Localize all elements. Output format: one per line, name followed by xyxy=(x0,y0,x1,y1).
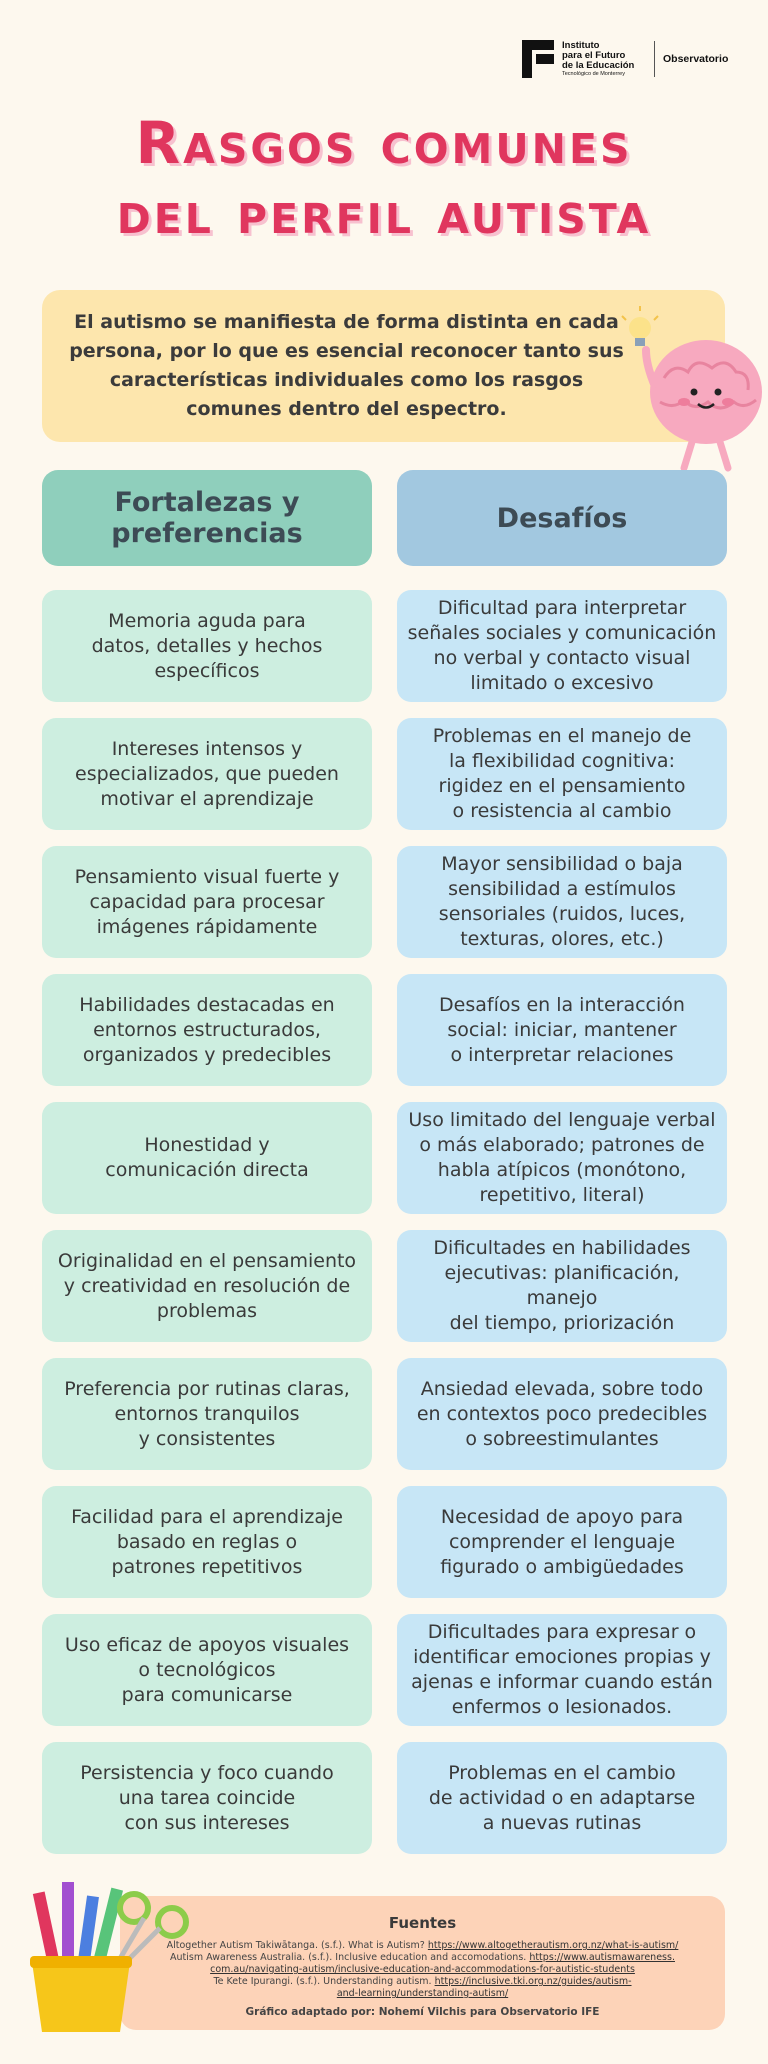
challenge-card xyxy=(397,1742,727,1854)
challenge-text: Uso limitado del lenguaje verbal o más elaborado; patrones de habla atípicos (monótono, repetitivo, literal) xyxy=(408,1109,716,1206)
logo-line: de la Educación xyxy=(562,59,635,71)
strength-text: Preferencia por rutinas claras, entornos tranquilos y consistentes xyxy=(64,1377,350,1450)
challenge-card xyxy=(397,1102,727,1214)
strength-card xyxy=(42,590,372,702)
institution-logo xyxy=(522,38,732,80)
challenge-text: Desafíos en la interacción social: iniciar, mantener o interpretar relaciones xyxy=(439,993,685,1066)
challenge-card xyxy=(397,846,727,958)
challenge-text: Dificultades para expresar o identificar emociones propias y ajenas e informar cuando están enfermos o lesionados. xyxy=(411,1621,713,1718)
source-link[interactable]: https://www.autismawareness. xyxy=(529,1952,675,1963)
logo-text xyxy=(562,41,646,78)
source-item-cont xyxy=(120,1964,725,1976)
challenge-text: Necesidad de apoyo para comprender el lenguaje figurado o ambigüedades xyxy=(440,1505,684,1578)
sources-title: Fuentes xyxy=(388,1914,457,1932)
lightbulb-icon xyxy=(622,306,658,346)
strength-card xyxy=(42,1230,372,1342)
strength-card xyxy=(42,718,372,830)
source-item xyxy=(120,1976,725,1988)
scissors-icon xyxy=(118,1894,186,1966)
strength-text: Habilidades destacadas en entornos estructurados, organizados y predecibles xyxy=(79,993,335,1066)
source-link[interactable]: https://inclusive.tki.org.nz/guides/autism- xyxy=(434,1976,632,1987)
strength-card xyxy=(42,1102,372,1214)
brain-mascot-icon xyxy=(612,300,768,480)
strength-text: Persistencia y foco cuando una tarea coincide con sus intereses xyxy=(80,1761,334,1834)
strength-card xyxy=(42,1358,372,1470)
strength-card xyxy=(42,846,372,958)
source-text: Te Kete Ipurangi. (s.f.). Understanding autism. xyxy=(213,1976,435,1987)
strength-text: Uso eficaz de apoyos visuales o tecnológicos para comunicarse xyxy=(64,1633,350,1706)
challenge-card xyxy=(397,1230,727,1342)
logo-divider xyxy=(654,41,655,77)
crayon-icon xyxy=(33,1882,123,1967)
challenge-text: Ansiedad elevada, sobre todo en contextos poco predecibles o sobreestimulantes xyxy=(416,1377,708,1450)
challenge-card xyxy=(397,1358,727,1470)
source-link[interactable]: https://www.altogetherautism.org.nz/what-is-autism/ xyxy=(427,1940,679,1951)
strength-text: Pensamiento visual fuerte y capacidad para procesar imágenes rápidamente xyxy=(74,865,340,938)
challenge-card xyxy=(397,590,727,702)
source-item xyxy=(120,1940,725,1952)
challenge-card xyxy=(397,718,727,830)
title-line-1: Rasgos comunes xyxy=(135,109,633,177)
strength-card xyxy=(42,1614,372,1726)
source-item-cont xyxy=(120,1988,725,2000)
source-link[interactable]: com.au/navigating-autism/inclusive-education-and-accommodations-for-autistic-students xyxy=(210,1964,635,1975)
title-line-2: del perfil autista xyxy=(116,179,652,247)
strength-card xyxy=(42,974,372,1086)
strength-card xyxy=(42,1742,372,1854)
challenge-card xyxy=(397,1486,727,1598)
sources-box xyxy=(120,1896,725,2030)
source-text: Altogether Autism Takiwātanga. (s.f.). What is Autism? xyxy=(166,1940,428,1951)
page-title xyxy=(0,108,768,248)
challenge-text: Problemas en el cambio de actividad o en adaptarse a nuevas rutinas xyxy=(428,1761,696,1834)
pencil-cup-icon xyxy=(32,1962,130,2032)
challenge-text: Mayor sensibilidad o baja sensibilidad a estímulos sensoriales (ruidos, luces, texturas, olores, etc.) xyxy=(438,853,686,950)
logo-line: Tecnológico de Monterrey xyxy=(562,70,625,77)
strengths-column-header: Fortalezas y preferencias xyxy=(42,470,372,566)
school-supplies-icon xyxy=(22,1862,202,2042)
strength-card xyxy=(42,1486,372,1598)
challenge-card xyxy=(397,1614,727,1726)
intro-text: El autismo se manifiesta de forma distinta en cada persona, por lo que es esencial reconocer tanto sus características individuales como los rasgos comunes dentro del espectro. xyxy=(69,311,624,420)
ife-logo-icon xyxy=(522,40,554,78)
credit-line: Gráfico adaptado por: Nohemí Vilchis para Observatorio IFE xyxy=(245,2006,600,2018)
strength-text: Intereses intensos y especializados, que pueden motivar el aprendizaje xyxy=(75,737,339,810)
strength-text: Originalidad en el pensamiento y creatividad en resolución de problemas xyxy=(57,1249,357,1322)
challenge-card xyxy=(397,974,727,1086)
challenge-text: Dificultades en habilidades ejecutivas: planificación, manejo del tiempo, priorización xyxy=(433,1237,691,1334)
strength-text: Facilidad para el aprendizaje basado en reglas o patrones repetitivos xyxy=(71,1505,343,1578)
challenge-text: Dificultad para interpretar señales sociales y comunicación no verbal y contacto visual limitado o excesivo xyxy=(407,597,717,694)
source-link[interactable]: and-learning/understanding-autism/ xyxy=(336,1988,509,1999)
strength-text: Honestidad y comunicación directa xyxy=(105,1134,309,1181)
logo-line: Instituto xyxy=(562,39,600,51)
logo-line: para el Futuro xyxy=(562,49,626,61)
observatorio-label: Observatorio xyxy=(663,53,729,65)
source-text: Autism Awareness Australia. (s.f.). Inclusive education and accomodations. xyxy=(170,1952,530,1963)
strength-text: Memoria aguda para datos, detalles y hechos específicos xyxy=(91,609,323,682)
challenge-text: Problemas en el manejo de la flexibilidad cognitiva: rigidez en el pensamiento o resistencia al cambio xyxy=(432,725,692,822)
challenges-column-header: Desafíos xyxy=(397,470,727,566)
source-item xyxy=(120,1952,725,1964)
